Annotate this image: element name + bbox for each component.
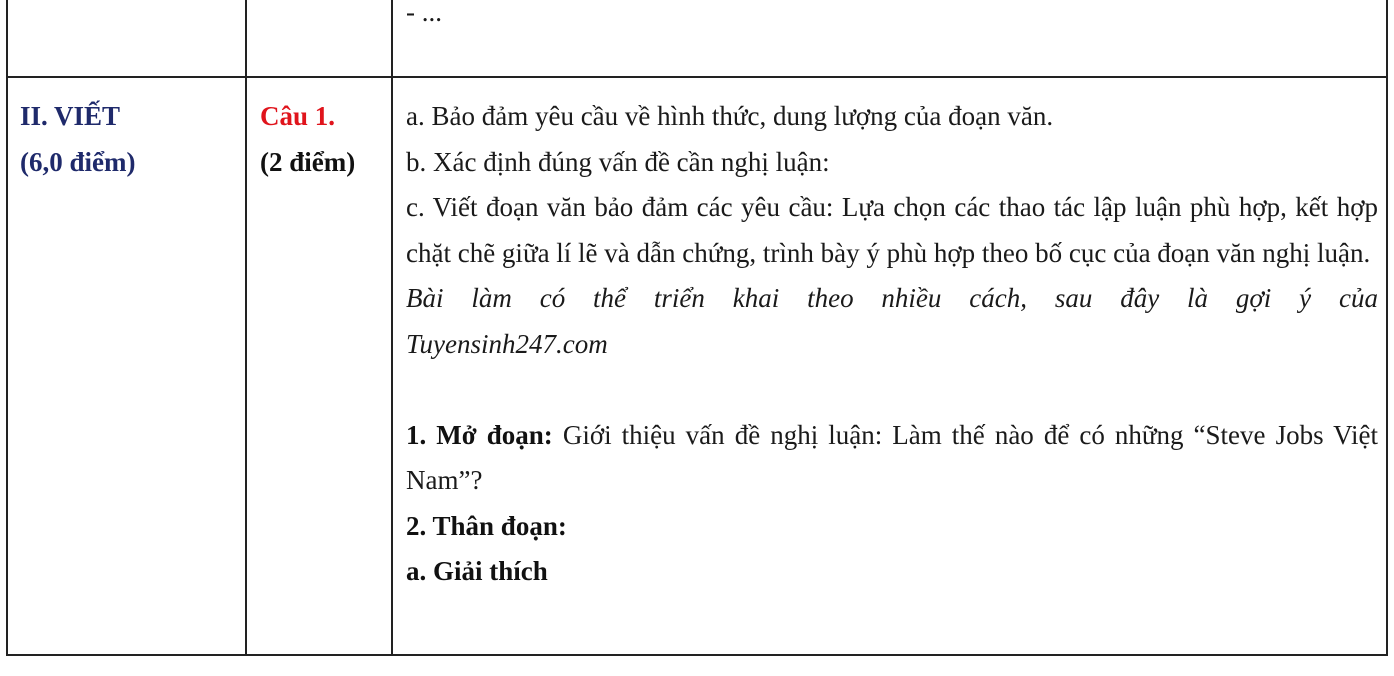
top-row-content — [406, 0, 442, 36]
section-cell — [20, 94, 135, 185]
mo-doan-text: Giới thiệu vấn đề nghị luận: Làm thế nào để có những “Steve Jobs Việt Nam”? — [406, 419, 1378, 495]
spacer — [406, 367, 1378, 413]
table-border-bottom — [6, 654, 1388, 656]
column-divider-2 — [391, 0, 393, 656]
giai-thich-heading: a. Giải thích — [406, 556, 548, 586]
mo-doan-label: 1. Mở đoạn: — [406, 419, 553, 450]
criterion-b: b. Xác định đúng vấn đề cần nghị luận: — [406, 146, 830, 177]
content-cell — [406, 94, 1378, 595]
table-border-right — [1386, 0, 1388, 656]
than-doan-heading: 2. Thân đoạn: — [406, 510, 567, 541]
table-border-left — [6, 0, 8, 656]
question-label: Câu 1. — [260, 101, 336, 131]
question-cell — [260, 94, 355, 185]
criterion-a: a. Bảo đảm yêu cầu về hình thức, dung lượng của đoạn văn. — [406, 101, 1054, 131]
section-title: II. VIẾT — [20, 101, 121, 131]
section-points: (6,0 điểm) — [20, 146, 136, 177]
column-divider-1 — [245, 0, 247, 656]
row-divider — [6, 76, 1388, 78]
guidance-note: Bài làm có thể triển khai theo nhiều cách, sau đây là gợi ý của Tuyensinh247.com — [406, 283, 1378, 359]
mo-doan — [406, 413, 1378, 504]
criterion-c: c. Viết đoạn văn bảo đảm các yêu cầu: Lựa chọn các thao tác lập luận phù hợp, kết hợp chặt chẽ giữa lí lẽ và dẫn chứng, trình bày ý phù hợp theo bố cục của đoạn văn nghị luận. — [406, 192, 1378, 268]
top-row-line: - ... — [406, 0, 442, 27]
question-points: (2 điểm) — [260, 146, 356, 177]
